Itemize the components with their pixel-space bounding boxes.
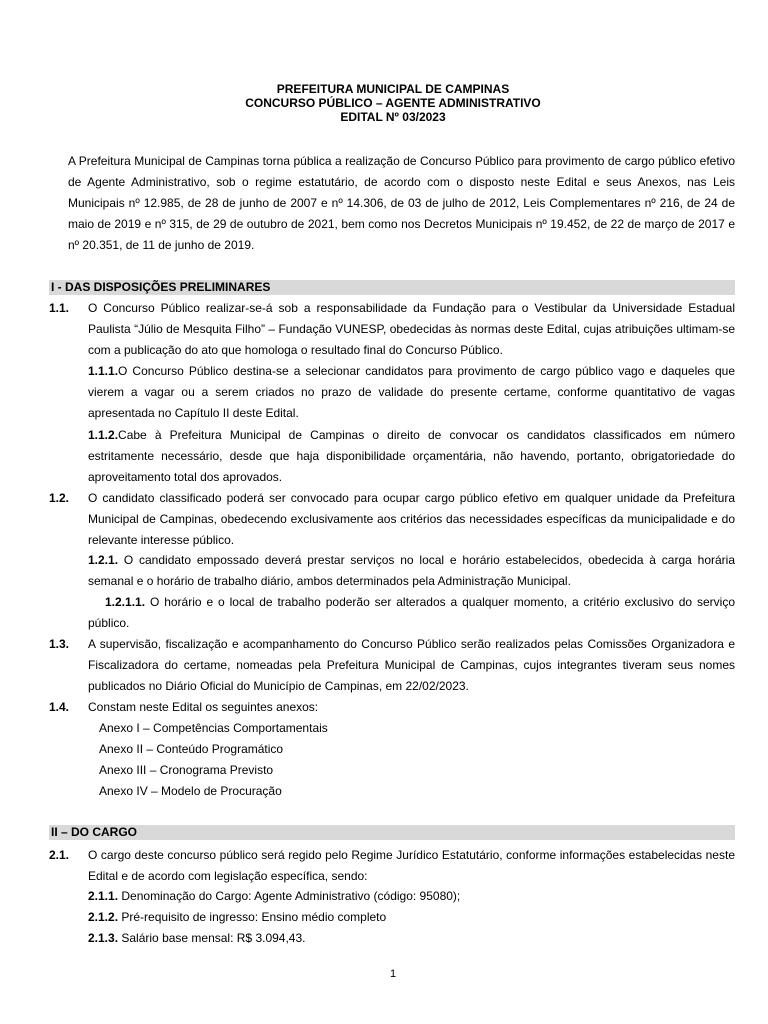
item-2-1-3-text: Salário base mensal: R$ 3.094,43. xyxy=(121,931,306,945)
item-1-2-1-number: 1.2.1. xyxy=(88,553,119,567)
item-1-1-1-number: 1.1.1. xyxy=(88,364,119,378)
item-1-3 xyxy=(49,634,735,697)
item-1-4-text: Constam neste Edital os seguintes anexos: xyxy=(88,700,319,714)
item-2-1-2-number: 2.1.2. xyxy=(88,910,119,924)
annex-item: Anexo II – Conteúdo Programático xyxy=(99,742,284,756)
section-1-title: I - DAS DISPOSIÇÕES PRELIMINARES xyxy=(49,280,735,295)
document-header xyxy=(0,82,768,124)
item-1-1-1 xyxy=(88,361,735,424)
header-line-3: EDITAL Nº 03/2023 xyxy=(340,110,446,124)
item-1-2-number: 1.2. xyxy=(49,491,70,505)
item-1-2 xyxy=(49,488,735,551)
item-2-1 xyxy=(49,845,735,887)
item-1-3-number: 1.3. xyxy=(49,637,70,651)
header-line-2: CONCURSO PÚBLICO – AGENTE ADMINISTRATIVO xyxy=(245,96,541,110)
item-2-1-number: 2.1. xyxy=(49,848,70,862)
page-number: 1 xyxy=(389,968,397,980)
item-1-2-text: O candidato classificado poderá ser convocado para ocupar cargo público efetivo em qualquer unidade da Prefeitura Municipal de Campinas, obedecendo exclusivamente aos critérios das necessidades específicas da municipalidade e do relevante interesse público. xyxy=(88,491,735,547)
item-1-4 xyxy=(49,697,735,718)
item-2-1-2 xyxy=(88,907,735,928)
item-1-2-1-text: O candidato empossado deverá prestar serviços no local e horário estabelecidos, obedecida à carga horária semanal e o horário de trabalho diário, ambos determinados pela Administração Municipal. xyxy=(88,553,735,588)
annex-item: Anexo IV – Modelo de Procuração xyxy=(99,784,282,798)
item-1-2-1 xyxy=(88,550,735,592)
annex-item: Anexo I – Competências Comportamentais xyxy=(99,721,328,735)
header-line-1: PREFEITURA MUNICIPAL DE CAMPINAS xyxy=(276,82,510,96)
item-2-1-1-text: Denominação do Cargo: Agente Administrativo (código: 95080); xyxy=(121,889,461,903)
item-1-3-text: A supervisão, fiscalização e acompanhamento do Concurso Público serão realizados pelas Comissões Organizadora e Fiscalizadora do certame, nomeadas pela Prefeitura Municipal de Campinas, cujos integrantes tiveram seus nomes publicados no Diário Oficial do Município de Campinas, em 22/02/2023. xyxy=(88,637,735,693)
item-1-1-text: O Concurso Público realizar-se-á sob a responsabilidade da Fundação para o Vestibular da Universidade Estadual Paulista “Júlio de Mesquita Filho” – Fundação VUNESP, obedecidas às normas deste Edital, cujas atribuições ultimam-se com a publicação do ato que homologa o resultado final do Concurso Público. xyxy=(88,301,735,357)
item-1-2-1-1-text: O horário e o local de trabalho poderão ser alterados a qualquer momento, a critério exclusivo do serviço público. xyxy=(88,595,735,630)
item-1-2-1-1 xyxy=(88,592,735,634)
item-1-1 xyxy=(49,298,735,361)
annex-item: Anexo III – Cronograma Previsto xyxy=(99,763,274,777)
section-2-title: II – DO CARGO xyxy=(49,825,735,840)
item-2-1-2-text: Pré-requisito de ingresso: Ensino médio completo xyxy=(121,910,387,924)
item-2-1-1 xyxy=(88,886,735,907)
item-1-1-2-number: 1.1.2. xyxy=(88,428,119,442)
item-1-1-number: 1.1. xyxy=(49,301,70,315)
item-2-1-1-number: 2.1.1. xyxy=(88,889,119,903)
item-2-1-text: O cargo deste concurso público será regido pelo Regime Jurídico Estatutário, conforme informações estabelecidas neste Edital e de acordo com legislação específica, sendo: xyxy=(88,848,735,883)
item-1-1-1-text: O Concurso Público destina-se a selecionar candidatos para provimento de cargo público vago e daqueles que vierem a vagar ou a serem criados no prazo de validade do presente certame, conforme quantitativo de vagas apresentada no Capítulo II deste Edital. xyxy=(88,364,735,420)
item-2-1-3 xyxy=(88,928,735,949)
intro-paragraph: A Prefeitura Municipal de Campinas torna pública a realização de Concurso Público para provimento de cargo público efetivo de Agente Administrativo, sob o regime estatutário, de acordo com o disposto neste Edital e seus Anexos, nas Leis Municipais nº 12.985, de 28 de junho de 2007 e nº 14.306, de 03 de julho de 2012, Leis Complementares nº 216, de 24 de maio de 2019 e nº 315, de 29 de outubro de 2021, bem como nos Decretos Municipais nº 19.452, de 22 de março de 2017 e nº 20.351, de 11 de junho de 2019. xyxy=(68,154,735,252)
item-1-1-2-text: Cabe à Prefeitura Municipal de Campinas o direito de convocar os candidatos classificados em número estritamente necessário, desde que haja disponibilidade orçamentária, não havendo, portanto, obrigatoriedade do aproveitamento total dos aprovados. xyxy=(88,428,735,484)
item-1-4-number: 1.4. xyxy=(49,700,70,714)
item-1-1-2 xyxy=(88,425,735,488)
item-2-1-3-number: 2.1.3. xyxy=(88,931,119,945)
item-1-2-1-1-number: 1.2.1.1. xyxy=(105,595,146,609)
